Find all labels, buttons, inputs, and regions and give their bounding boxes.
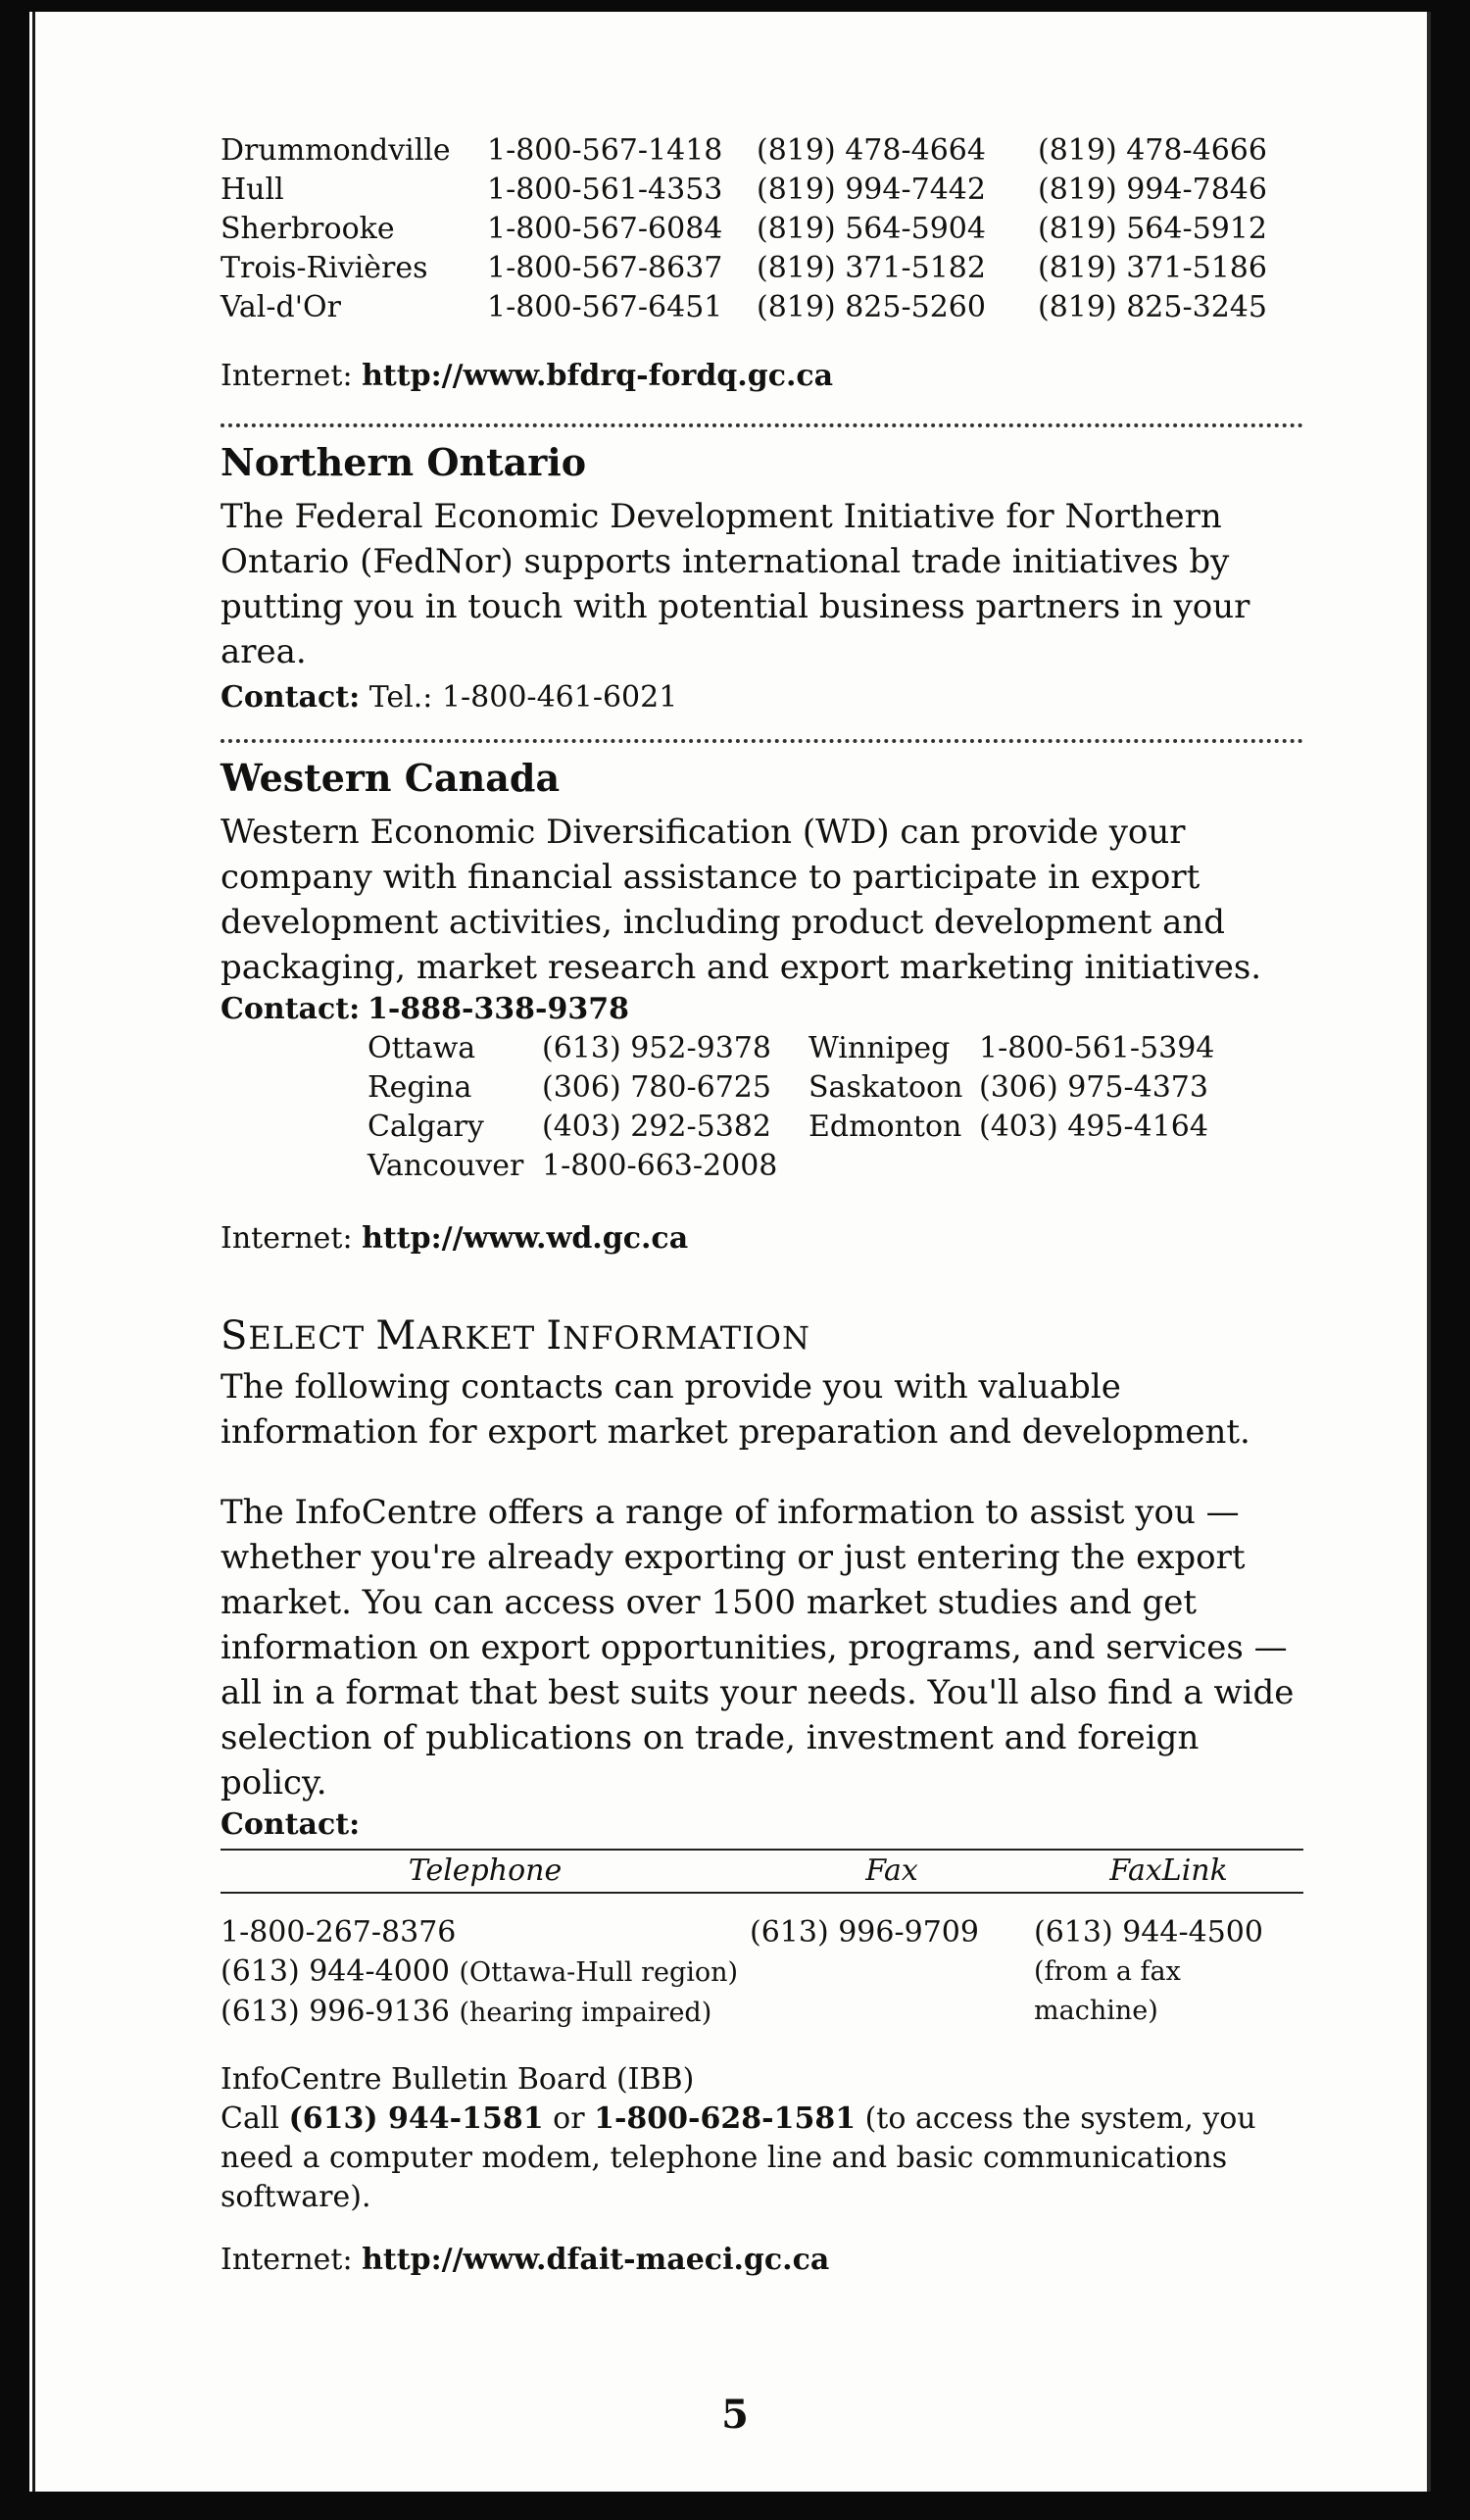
wd-city: Regina	[368, 1070, 472, 1105]
western-canada-body: Western Economic Diversification (WD) can provide your company with financial assistance to participate in export development activities, including product development and packaging, market research and export marketing initiatives.	[220, 813, 1262, 987]
contact-label: Contact:	[220, 992, 361, 1026]
office-fax: (819) 371-5186	[1038, 251, 1267, 285]
office-fax: (819) 478-4666	[1038, 133, 1267, 168]
ibb-details: Call (613) 944-1581 or 1-800-628-1581 (to access the system, you need a computer modem, telephone line and basic communications software).	[220, 2101, 1256, 2214]
office-phone: (819) 371-5182	[757, 251, 986, 285]
office-city: Val-d'Or	[220, 290, 341, 324]
office-toll-free: 1-800-567-8637	[487, 251, 723, 285]
northern-ontario-body: The Federal Economic Development Initiative for Northern Ontario (FedNor) supports international trade initiatives by putting you in touch with potential business partners in your area.	[220, 497, 1250, 671]
wd-city: Calgary	[368, 1110, 484, 1144]
column-header-telephone: Telephone	[220, 1850, 750, 1893]
telephone-line: (613) 996-9136 (hearing impaired)	[220, 1995, 712, 2029]
quebec-internet	[220, 357, 1303, 396]
quebec-office-list	[220, 131, 1303, 327]
wd-internet	[220, 1219, 1303, 1259]
office-city: Drummondville	[220, 133, 451, 168]
select-market-heading: SELECT MARKET INFORMATION	[220, 1313, 811, 1359]
wd-office-row	[368, 1068, 1303, 1108]
wd-city: Saskatoon	[808, 1070, 963, 1105]
office-toll-free: 1-800-567-6451	[487, 290, 723, 324]
office-city: Trois-Rivières	[220, 251, 428, 285]
wd-office-row	[368, 1108, 1303, 1147]
wd-city: Winnipeg	[808, 1031, 951, 1065]
wd-number: (306) 975-4373	[979, 1070, 1208, 1105]
wd-number: (306) 780-6725	[542, 1070, 771, 1105]
column-header-fax: Fax	[750, 1850, 1034, 1893]
dotted-divider	[220, 739, 1303, 743]
office-row	[220, 249, 1303, 288]
internet-link[interactable]: http://www.bfdrq-fordq.gc.ca	[362, 359, 834, 393]
dotted-divider	[220, 423, 1303, 427]
wd-city: Edmonton	[808, 1110, 962, 1144]
dfait-internet	[220, 2241, 1303, 2280]
page-number: 5	[721, 2392, 749, 2438]
contact-value: Tel.: 1-800-461-6021	[360, 680, 678, 715]
infocentre-description: The InfoCentre offers a range of information to assist you — whether you're already exporting or just entering the export market. You can access over 1500 market studies and get information on export opportunities, programs, and services — all in a format that best suits your needs. You'll also find a wide selection of publications on trade, investment and foreign policy.	[220, 1493, 1295, 1803]
northern-ontario-heading: Northern Ontario	[220, 440, 587, 484]
wd-office-list	[368, 1029, 1303, 1186]
northern-ontario-contact	[220, 678, 1303, 717]
contact-label: Contact:	[220, 1807, 361, 1842]
western-canada-heading: Western Canada	[220, 756, 561, 800]
telephone-cell	[220, 1893, 750, 2033]
internet-label: Internet:	[220, 2243, 363, 2277]
wd-office-row	[368, 1147, 1303, 1186]
office-toll-free: 1-800-567-6084	[487, 212, 723, 246]
office-phone: (819) 478-4664	[757, 133, 986, 168]
internet-label: Internet:	[220, 359, 363, 393]
contact-number: 1-888-338-9378	[368, 992, 629, 1026]
internet-link[interactable]: http://www.dfait-maeci.gc.ca	[362, 2243, 830, 2277]
wd-city: Ottawa	[368, 1031, 476, 1065]
wd-number: (403) 292-5382	[542, 1110, 771, 1144]
faxlink-cell: (613) 944-4500 (from a fax machine)	[1034, 1915, 1263, 2026]
internet-label: Internet:	[220, 1221, 363, 1256]
contact-table	[220, 1849, 1303, 2033]
office-row	[220, 131, 1303, 171]
office-row	[220, 210, 1303, 249]
office-fax: (819) 564-5912	[1038, 212, 1267, 246]
ibb-section	[220, 2060, 1303, 2217]
right-edge	[1427, 12, 1431, 2492]
wd-office-row	[368, 1029, 1303, 1068]
office-city: Hull	[220, 173, 284, 207]
ibb-title: InfoCentre Bulletin Board (IBB)	[220, 2062, 695, 2097]
internet-link[interactable]: http://www.wd.gc.ca	[362, 1221, 689, 1256]
wd-number: (403) 495-4164	[979, 1110, 1208, 1144]
contact-label: Contact:	[220, 680, 361, 715]
telephone-line: (613) 944-4000 (Ottawa-Hull region)	[220, 1954, 739, 1989]
page-content	[220, 131, 1303, 2280]
office-fax: (819) 825-3245	[1038, 290, 1267, 324]
office-row	[220, 288, 1303, 327]
wd-number: (613) 952-9378	[542, 1031, 771, 1065]
telephone-line: 1-800-267-8376	[220, 1915, 457, 1950]
wd-number: 1-800-561-5394	[979, 1031, 1215, 1065]
office-toll-free: 1-800-561-4353	[487, 173, 723, 207]
binding-edge	[32, 12, 35, 2492]
fax-cell: (613) 996-9709	[750, 1915, 979, 1950]
office-city: Sherbrooke	[220, 212, 395, 246]
column-header-faxlink: FaxLink	[1034, 1850, 1303, 1893]
western-canada-contact	[220, 990, 1303, 1029]
table-row	[220, 1893, 1303, 2033]
office-fax: (819) 994-7846	[1038, 173, 1267, 207]
select-market-intro: The following contacts can provide you with valuable information for export market preparation and development.	[220, 1367, 1250, 1452]
office-toll-free: 1-800-567-1418	[487, 133, 723, 168]
office-phone: (819) 825-5260	[757, 290, 986, 324]
wd-city: Vancouver	[368, 1149, 524, 1183]
wd-number: 1-800-663-2008	[542, 1149, 778, 1183]
office-row	[220, 171, 1303, 210]
office-phone: (819) 564-5904	[757, 212, 986, 246]
office-phone: (819) 994-7442	[757, 173, 986, 207]
